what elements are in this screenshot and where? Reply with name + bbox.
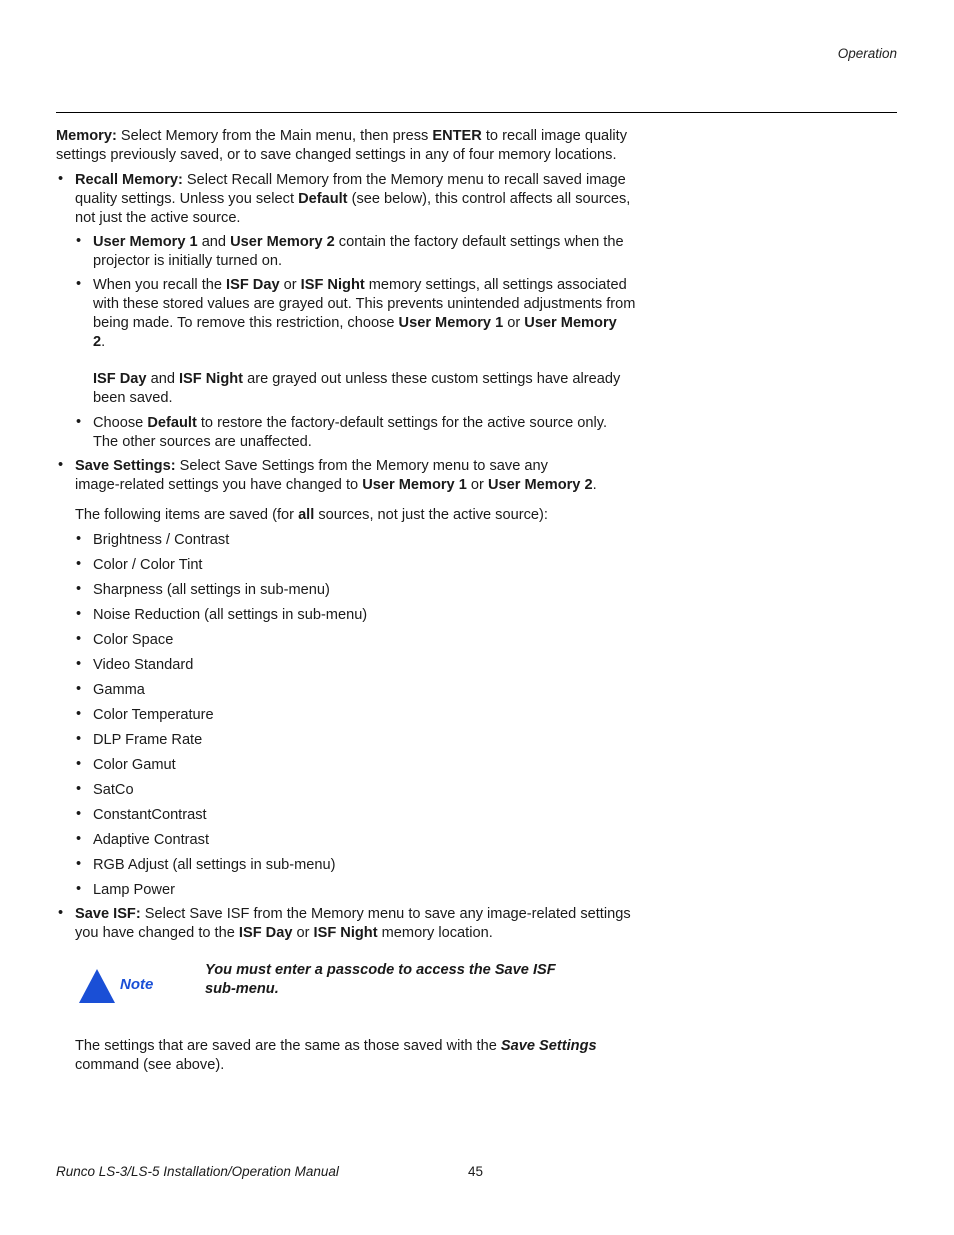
- bullet-dot: •: [76, 606, 82, 622]
- footer-manual-title: Runco LS-3/LS-5 Installation/Operation Manual: [56, 1164, 339, 1179]
- note-triangle-icon: [78, 968, 116, 1004]
- memory-intro-line1: Memory: Select Memory from the Main menu, then press ENTER to recall image quality: [56, 128, 628, 144]
- bullet-dot: •: [76, 656, 82, 672]
- saved-item-label: Lamp Power: [93, 882, 175, 898]
- running-header: Operation: [837, 46, 897, 61]
- bullet-dot: •: [58, 171, 64, 187]
- saved-item-label: Sharpness (all settings in sub-menu): [93, 582, 330, 598]
- saved-item-label: Video Standard: [93, 657, 194, 673]
- recall-memory-label: Recall Memory:: [75, 172, 183, 188]
- bullet-dot: •: [76, 681, 82, 697]
- bullet-dot: •: [76, 781, 82, 797]
- saved-item-label: Brightness / Contrast: [93, 532, 230, 548]
- saved-item-label: Gamma: [93, 682, 145, 698]
- closing-line1: The settings that are saved are the same as those saved with the Save Settings: [75, 1038, 597, 1054]
- header-rule: [56, 112, 897, 113]
- bullet-dot: •: [76, 531, 82, 547]
- bullet-dot: •: [76, 706, 82, 722]
- bullet-dot: •: [76, 806, 82, 822]
- saved-item-label: RGB Adjust (all settings in sub-menu): [93, 857, 336, 873]
- saved-item-label: DLP Frame Rate: [93, 732, 203, 748]
- bullet-dot: •: [76, 831, 82, 847]
- saved-item-label: SatCo: [93, 782, 134, 798]
- closing-line2: command (see above).: [75, 1057, 225, 1073]
- note-label: Note: [120, 976, 154, 993]
- note-text: You must enter a passcode to access the Save ISF sub-menu.: [205, 962, 556, 997]
- saved-item-label: Color Gamut: [93, 757, 176, 773]
- memory-label: Memory:: [56, 128, 117, 144]
- bullet-dot: •: [76, 881, 82, 897]
- bullet-dot: •: [76, 581, 82, 597]
- saved-item-label: Color Temperature: [93, 707, 214, 723]
- bullet-dot: •: [76, 731, 82, 747]
- bullet-dot: •: [76, 556, 82, 572]
- bullet-dot: •: [76, 631, 82, 647]
- bullet-dot: •: [76, 856, 82, 872]
- saved-item-label: Noise Reduction (all settings in sub-menu): [93, 607, 368, 623]
- bullet-dot: •: [58, 905, 64, 921]
- bullet-dot: •: [76, 276, 82, 292]
- bullet-dot: •: [76, 414, 82, 430]
- saved-item-label: Color Space: [93, 632, 174, 648]
- saved-items-intro: The following items are saved (for all sources, not just the active source):: [75, 507, 548, 523]
- enter-key: ENTER: [432, 128, 482, 144]
- bullet-dot: •: [58, 457, 64, 473]
- saved-item-label: ConstantContrast: [93, 807, 207, 823]
- saved-item-label: Adaptive Contrast: [93, 832, 210, 848]
- page-number: 45: [468, 1164, 484, 1179]
- bullet-dot: •: [76, 233, 82, 249]
- saved-item-label: Color / Color Tint: [93, 557, 203, 573]
- bullet-dot: •: [76, 756, 82, 772]
- memory-intro-line2: settings previously saved, or to save changed settings in any of four memory locations.: [56, 147, 617, 163]
